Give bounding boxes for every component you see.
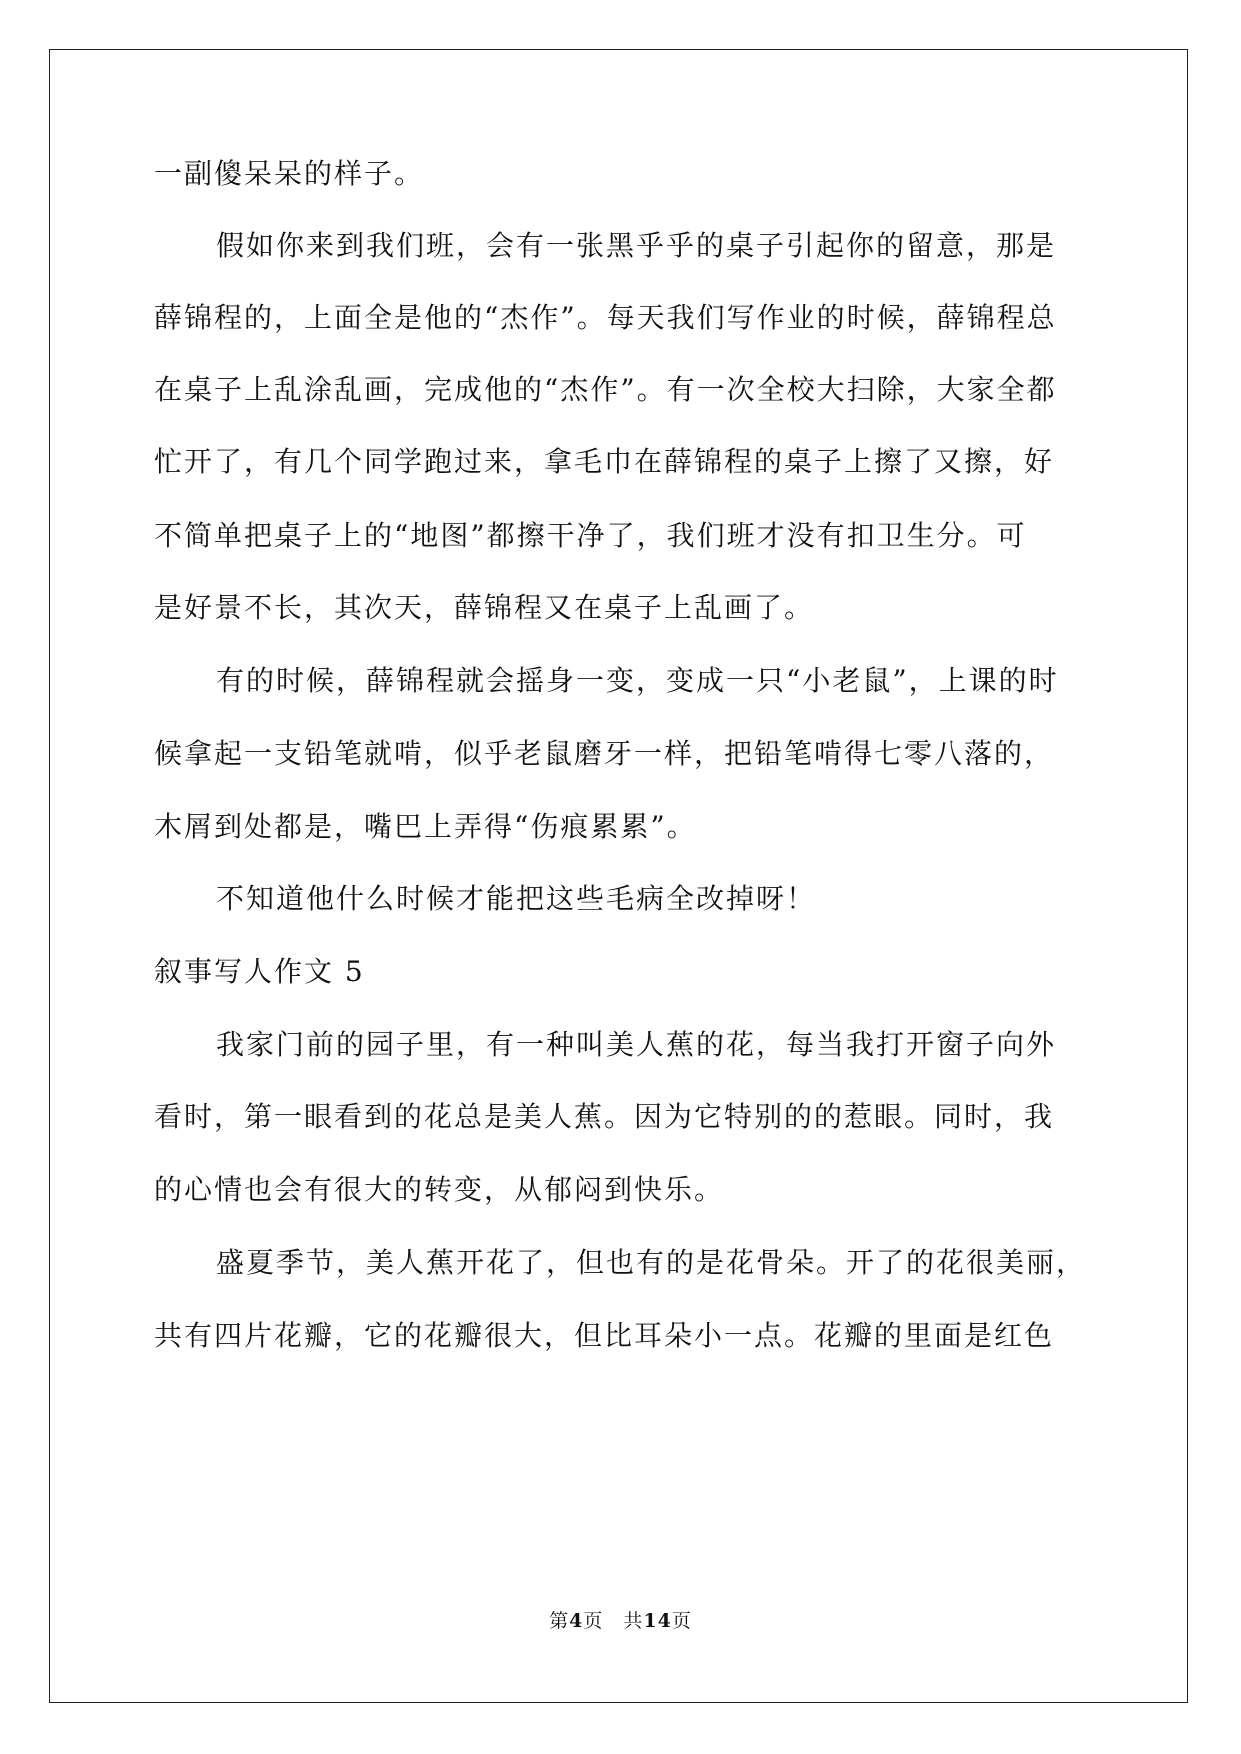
paragraph-line: 不简单把桌子上的“地图”都擦干净了，我们班才没有扣卫生分。可 bbox=[154, 519, 1027, 552]
paragraph-line: 的心情也会有很大的转变，从郁闷到快乐。 bbox=[154, 1173, 725, 1206]
paragraph-line: 有的时候，薛锦程就会摇身一变，变成一只“小老鼠”，上课的时 bbox=[216, 664, 1059, 697]
paragraph-line: 候拿起一支铅笔就啃，似乎老鼠磨牙一样，把铅笔啃得七零八落的， bbox=[154, 737, 1055, 770]
section-heading: 叙事写人作文 5 bbox=[154, 955, 365, 988]
footer-middle: 页 共 bbox=[583, 1610, 644, 1632]
paragraph-line: 木屑到处都是，嘴巴上弄得“伤痕累累”。 bbox=[154, 810, 697, 843]
paragraph-line: 共有四片花瓣，它的花瓣很大，但比耳朵小一点。花瓣的里面是红色 bbox=[154, 1319, 1055, 1352]
paragraph-line: 在桌子上乱涂乱画，完成他的“杰作”。有一次全校大扫除，大家全都 bbox=[154, 373, 1057, 406]
paragraph-line: 不知道他什么时候才能把这些毛病全改掉呀！ bbox=[216, 882, 817, 915]
paragraph-line: 忙开了，有几个同学跑过来，拿毛巾在薛锦程的桌子上擦了又擦，好 bbox=[154, 445, 1055, 478]
paragraph-line: 薛锦程的，上面全是他的“杰作”。每天我们写作业的时候，薛锦程总 bbox=[154, 301, 1057, 334]
paragraph-line: 我家门前的园子里，有一种叫美人蕉的花，每当我打开窗子向外 bbox=[216, 1028, 1057, 1061]
current-page-number: 4 bbox=[569, 1610, 584, 1632]
footer-suffix: 页 bbox=[671, 1610, 692, 1632]
total-page-count: 14 bbox=[643, 1610, 672, 1632]
footer-prefix: 第 bbox=[549, 1610, 570, 1632]
paragraph-line: 看时，第一眼看到的花总是美人蕉。因为它特别的的惹眼。同时，我 bbox=[154, 1100, 1055, 1133]
paragraph-line: 盛夏季节，美人蕉开花了，但也有的是花骨朵。开了的花很美丽， bbox=[216, 1246, 1087, 1279]
paragraph-line: 一副傻呆呆的样子。 bbox=[154, 157, 425, 190]
paragraph-line: 假如你来到我们班，会有一张黑乎乎的桌子引起你的留意，那是 bbox=[216, 229, 1057, 262]
page-number-footer bbox=[0, 1609, 1241, 1633]
paragraph-line: 是好景不长，其次天，薛锦程又在桌子上乱画了。 bbox=[154, 591, 815, 624]
